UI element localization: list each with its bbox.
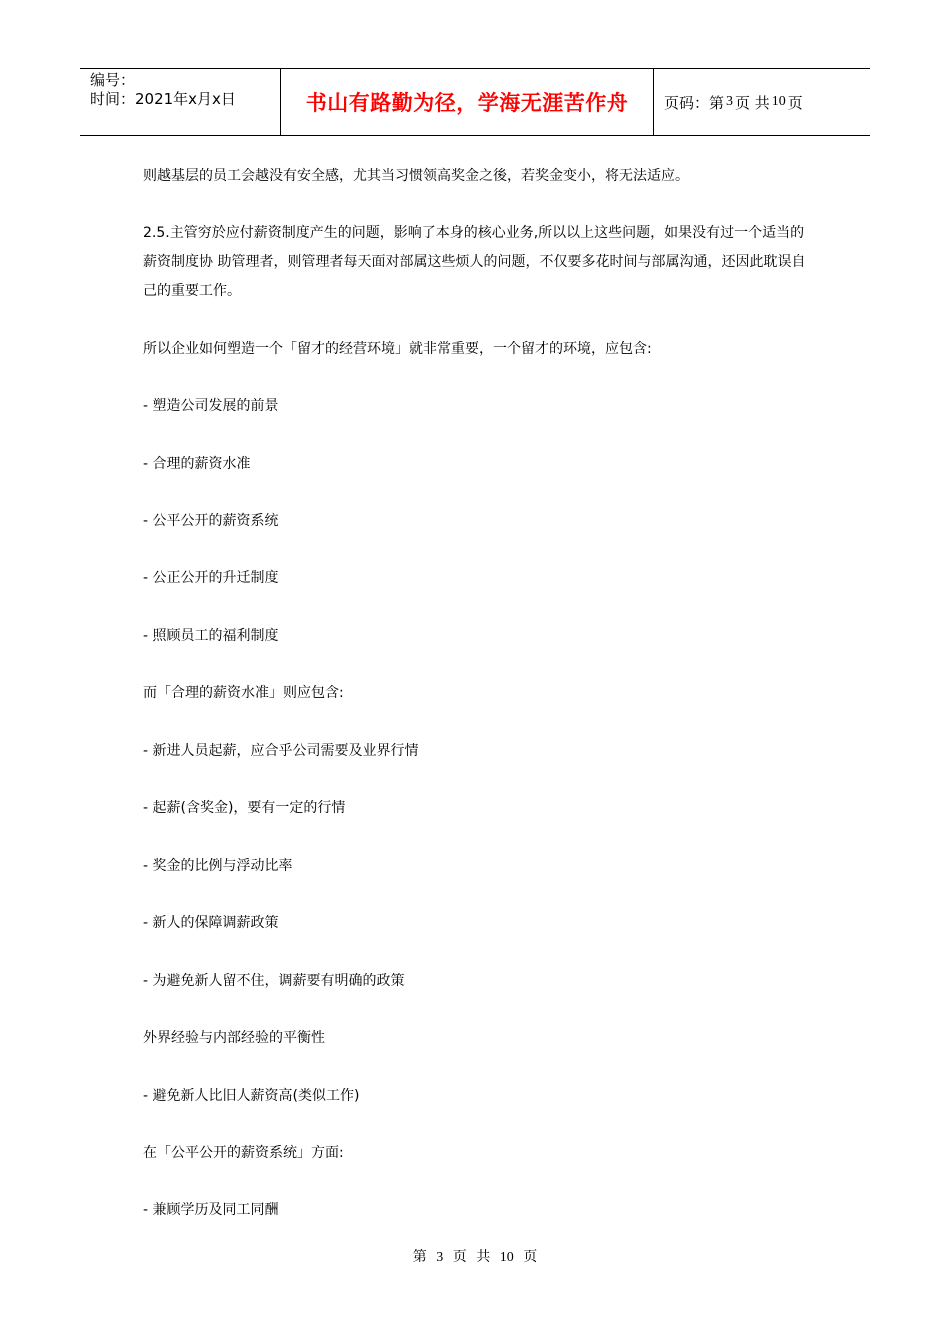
paragraph: 2.5.主管穷於应付薪资制度产生的问题，影响了本身的核心业务,所以以上这些问题，如果没有过一个适当的薪资制度协 助管理者，则管理者每天面对部属这些烦人的问题，不仅要多花时间与部属沟通，还因此耽误自己的重要工作。 <box>143 225 806 299</box>
list-item: - 避免新人比旧人薪资高(类似工作) <box>143 1088 360 1104</box>
page-label: 页码：第 <box>664 93 725 112</box>
list-item: - 塑造公司发展的前景 <box>143 398 279 414</box>
list-item: - 兼顾学历及同工同酬 <box>143 1202 279 1218</box>
list-item: - 照顾员工的福利制度 <box>143 628 279 644</box>
page-footer: 第 3 页 共 10 页 <box>412 1250 538 1265</box>
document-date: 时间：2021年x月x日 <box>90 90 236 108</box>
page-total: 10 <box>771 94 786 109</box>
list-item: - 公平公开的薪资系统 <box>143 513 279 529</box>
paragraph: 外界经验与内部经验的平衡性 <box>143 1030 325 1046</box>
list-item: - 奖金的比例与浮动比率 <box>143 858 293 874</box>
header-motto: 书山有路勤为径，学海无涯苦作舟 <box>281 69 654 135</box>
page-mid-label: 页 共 <box>735 93 770 112</box>
list-item: - 新人的保障调薪政策 <box>143 915 279 931</box>
paragraph: 在「公平公开的薪资系统」方面: <box>143 1145 344 1161</box>
list-item: - 公正公开的升迁制度 <box>143 570 279 586</box>
list-item: - 为避免新人留不住，调薪要有明确的政策 <box>143 973 405 989</box>
page-current: 3 <box>726 94 734 109</box>
document-number-label: 编号： <box>90 71 136 89</box>
page-end-label: 页 <box>787 93 803 112</box>
document-header <box>80 68 870 136</box>
list-item: - 合理的薪资水准 <box>143 456 251 472</box>
paragraph: 而「合理的薪资水准」则应包含: <box>143 685 344 701</box>
header-meta <box>80 69 281 135</box>
paragraph: 所以企业如何塑造一个「留才的经营环境」就非常重要，一个留才的环境，应包含: <box>143 341 652 357</box>
list-item: - 起薪(含奖金)，要有一定的行情 <box>143 800 346 816</box>
header-page-indicator <box>654 69 870 135</box>
paragraph: 则越基层的员工会越没有安全感，尤其当习惯领高奖金之後，若奖金变小，将无法适应。 <box>143 168 689 184</box>
list-item: - 新进人员起薪，应合乎公司需要及业界行情 <box>143 743 419 759</box>
